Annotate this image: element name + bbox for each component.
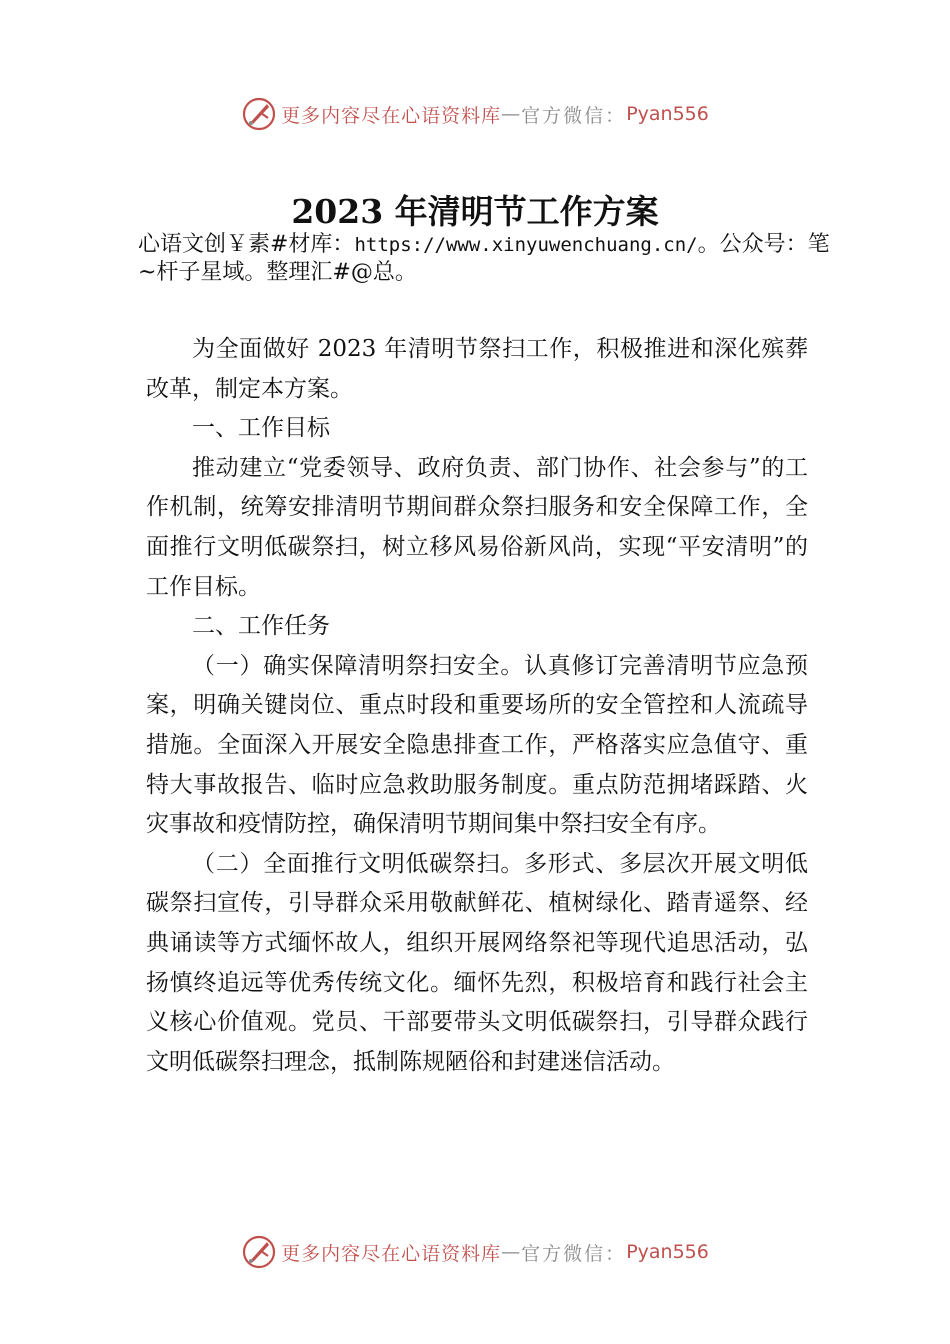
banner-wechat-label: 官方微信： <box>521 104 627 127</box>
banner-separator: — <box>501 103 522 125</box>
banner-account: Pyan556 <box>626 1241 709 1263</box>
banner-account: Pyan556 <box>626 103 709 125</box>
heading-work-tasks: 二、工作任务 <box>192 613 330 640</box>
header-banner <box>0 94 950 134</box>
source-line <box>138 231 840 287</box>
paragraph-intro: 为全面做好 2023 年清明节祭扫工作，积极推进和深化殡葬改革，制定本方案。 <box>146 336 808 402</box>
quill-logo-icon <box>241 1234 277 1270</box>
document-title: 2023 年清明节工作方案 <box>291 192 659 231</box>
banner-wechat-label: 官方微信： <box>521 1242 627 1265</box>
quill-logo-icon <box>241 96 277 132</box>
paragraph-goal: 推动建立“党委领导、政府负责、部门协作、社会参与”的工作机制，统筹安排清明节期间群众祭扫服务和安全保障工作，全面推行文明低碳祭扫，树立移风易俗新风尚，实现“平安清明”的工作目标。 <box>146 454 808 600</box>
heading-work-goal: 一、工作目标 <box>192 415 330 442</box>
document-body <box>146 330 808 1082</box>
banner-text: 更多内容尽在心语资料库 <box>281 1242 502 1265</box>
source-url[interactable]: https://www.xinyuwenchuang.cn/ <box>354 234 698 256</box>
paragraph-task-2: （二）全面推行文明低碳祭扫。多形式、多层次开展文明低碳祭扫宣传，引导群众采用敬献鲜花、植树绿化、踏青遥祭、经典诵读等方式缅怀故人，组织开展网络祭祀等现代追思活动，弘扬慎终追远等优秀传统文化。缅怀先烈，积极培育和践行社会主义核心价值观。党员、干部要带头文明低碳祭扫，引导群众践行文明低碳祭扫理念，抵制陈规陋俗和封建迷信活动。 <box>146 850 808 1075</box>
source-suffix: 。公众号：笔~杆子星域。整理汇#@总。 <box>138 232 830 285</box>
banner-text: 更多内容尽在心语资料库 <box>281 104 502 127</box>
paragraph-task-1: （一）确实保障清明祭扫安全。认真修订完善清明节应急预案，明确关键岗位、重点时段和重要场所的安全管控和人流疏导措施。全面深入开展安全隐患排查工作，严格落实应急值守、重特大事故报告、临时应急救助服务制度。重点防范拥堵踩踏、火灾事故和疫情防控，确保清明节期间集中祭扫安全有序。 <box>146 652 808 838</box>
footer-banner <box>0 1232 950 1272</box>
source-prefix: 心语文创￥素#材库： <box>138 232 355 257</box>
banner-separator: — <box>501 1241 522 1263</box>
